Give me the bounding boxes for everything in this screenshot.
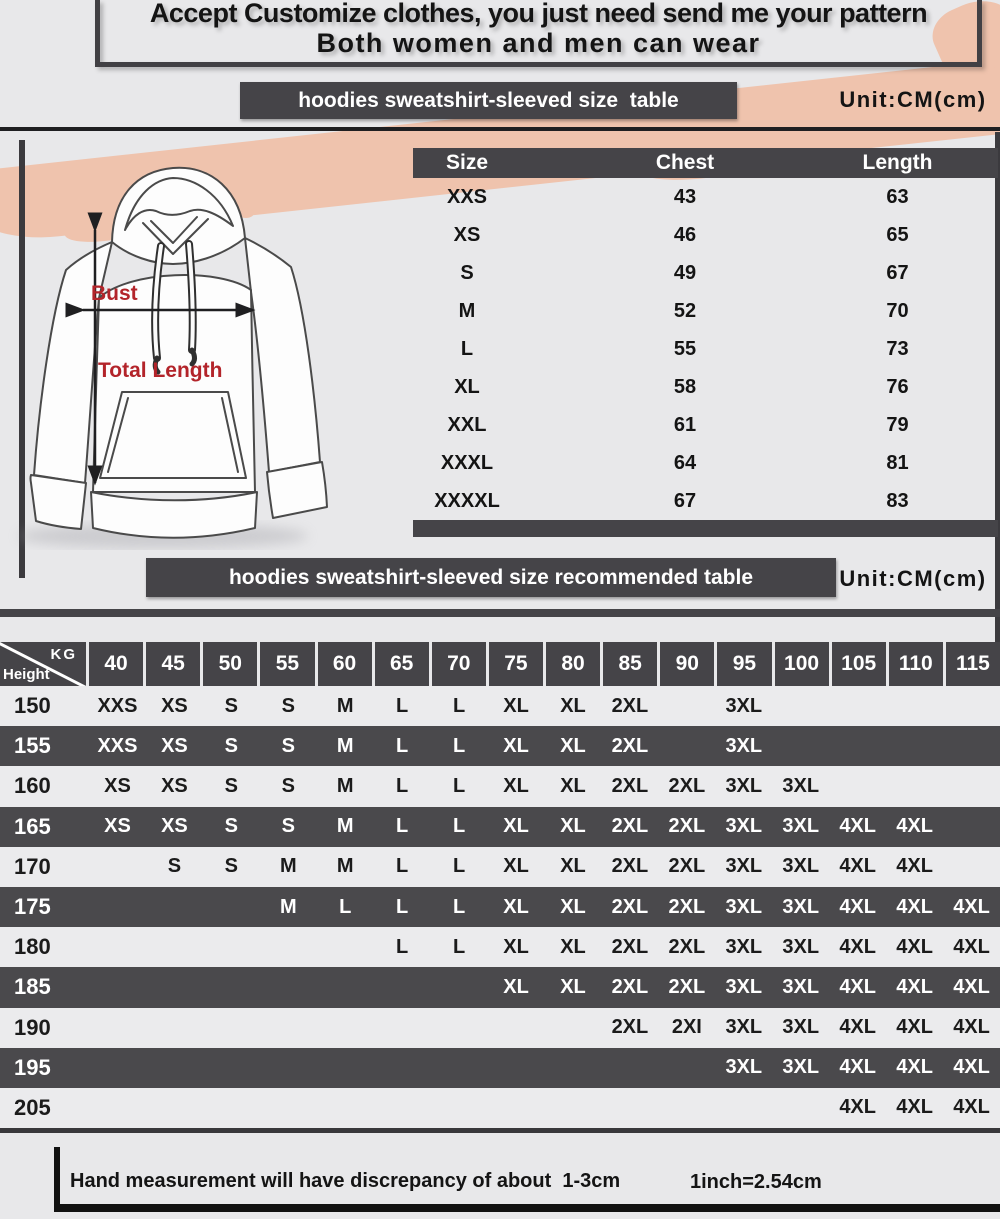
size-table-header-length: Length — [862, 151, 933, 174]
recommended-table-row — [0, 726, 1000, 766]
size-table-row — [413, 406, 998, 444]
size-recommendation-cell: 3XL — [725, 975, 763, 998]
size-table-footer-bar — [413, 520, 998, 537]
size-recommendation-cell: 4XL — [839, 895, 876, 918]
recommended-table-row — [0, 766, 1000, 806]
recommended-table-row — [0, 847, 1000, 887]
weight-header-cell: 90 — [660, 642, 714, 686]
size-recommendation-cell: 3XL — [725, 815, 763, 838]
size-recommendation-cell: XS — [104, 815, 131, 838]
size-recommendation-cell: 3XL — [725, 734, 763, 757]
size-recommendation-cell: M — [279, 855, 297, 878]
size-recommendation-cell: XL — [560, 895, 586, 918]
recommended-table-row — [0, 1008, 1000, 1048]
size-recommendation-cell: 4XL — [839, 1016, 876, 1039]
size-recommendation-cell: 4XL — [839, 1096, 876, 1119]
weight-header-cell: 75 — [489, 642, 543, 686]
note-frame-line — [54, 1147, 60, 1212]
size-recommendation-cell: M — [336, 694, 354, 717]
size-table-cell: 55 — [673, 337, 697, 360]
weight-header-cell: 115 — [946, 642, 1000, 686]
size-table — [413, 148, 998, 537]
size-table-cell: 67 — [673, 489, 697, 512]
recommended-table-row — [0, 927, 1000, 967]
size-recommendation-cell: 4XL — [896, 935, 933, 958]
size-table-cell: XXS — [446, 185, 488, 208]
size-table-body — [413, 178, 998, 520]
size-recommendation-cell: S — [224, 734, 239, 757]
size-recommendation-cell: 3XL — [782, 774, 820, 797]
weight-header-cell: 50 — [203, 642, 257, 686]
size-recommendation-cell: 4XL — [839, 815, 876, 838]
size-recommendation-cell: M — [279, 895, 297, 918]
size-table-cell: 83 — [886, 489, 909, 512]
height-row-label: 195 — [14, 1054, 51, 1080]
size-table-row — [413, 482, 998, 520]
size-recommendation-cell: 3XL — [725, 774, 763, 797]
recommended-table — [0, 642, 1000, 1128]
size-recommendation-cell: 4XL — [839, 855, 876, 878]
banner-box — [95, 0, 982, 67]
size-table-cell: 79 — [886, 413, 909, 436]
size-recommendation-cell: XXS — [97, 694, 138, 717]
size-recommendation-cell: 2XL — [668, 774, 706, 797]
size-table-cell: L — [460, 337, 474, 360]
size-recommendation-cell: M — [336, 774, 354, 797]
size-recommendation-cell: 3XL — [782, 975, 820, 998]
hoodie-diagram — [5, 150, 340, 550]
height-row-label: 175 — [14, 894, 51, 920]
size-recommendation-cell: 2XL — [668, 895, 706, 918]
recommended-table-header — [0, 642, 1000, 686]
size-recommendation-cell: XS — [104, 774, 131, 797]
size-table-cell: XXXXL — [434, 489, 500, 512]
size-recommendation-cell: 4XL — [953, 1016, 990, 1039]
size-recommendation-cell: XL — [560, 734, 586, 757]
size-recommendation-cell: XL — [560, 774, 586, 797]
size-recommendation-cell: M — [336, 734, 354, 757]
size-recommendation-cell: S — [224, 855, 239, 878]
recommended-table-row — [0, 807, 1000, 847]
size-recommendation-cell: S — [224, 694, 239, 717]
size-recommendation-cell: L — [339, 895, 352, 918]
size-recommendation-cell: L — [452, 694, 466, 717]
size-recommendation-cell: 4XL — [953, 1056, 990, 1079]
size-table-cell: 76 — [886, 375, 909, 398]
size-recommendation-cell: L — [396, 774, 409, 797]
measurement-note: Hand measurement will have discrepancy of about 1-3cm — [70, 1170, 621, 1192]
size-recommendation-cell: L — [396, 855, 409, 878]
hoodie-right-cuff — [267, 462, 327, 518]
size-recommendation-cell: 3XL — [782, 855, 820, 878]
size-recommendation-cell: XS — [161, 815, 188, 838]
size-recommendation-cell: XL — [503, 895, 529, 918]
recommended-table-body — [0, 686, 1000, 1128]
size-recommendation-cell: 3XL — [725, 895, 763, 918]
weight-header-cell: 110 — [889, 642, 943, 686]
size-recommendation-cell: 4XL — [896, 1096, 933, 1119]
size-recommendation-cell: L — [452, 734, 466, 757]
unit-label: Unit:CM(cm) — [839, 566, 987, 591]
recommended-table-row — [0, 967, 1000, 1007]
recommended-table-row — [0, 1088, 1000, 1128]
size-recommendation-cell: 2XL — [611, 734, 649, 757]
weight-header-cell: 95 — [717, 642, 771, 686]
size-table-row — [413, 254, 998, 292]
size-recommendation-cell: 4XL — [896, 855, 933, 878]
size-table-cell: 73 — [886, 337, 909, 360]
divider — [0, 609, 1000, 617]
hoodie-left-cuff — [31, 475, 87, 529]
size-table-cell: 63 — [886, 185, 909, 208]
size-table-cell: 67 — [886, 261, 909, 284]
size-recommendation-cell: 2XL — [668, 975, 706, 998]
size-recommendation-cell: M — [336, 855, 354, 878]
size-table-header — [413, 148, 998, 178]
height-label: Height — [3, 666, 50, 683]
banner-line1: Accept Customize clothes, you just need send me your pattern — [149, 0, 928, 28]
weight-header-cell: 55 — [260, 642, 314, 686]
size-recommendation-cell: 3XL — [782, 895, 820, 918]
size-recommendation-cell: XL — [503, 734, 529, 757]
size-table-cell: S — [460, 261, 474, 284]
size-recommendation-cell: 4XL — [896, 975, 933, 998]
size-recommendation-cell: 2XL — [611, 694, 649, 717]
weight-header-cell: 100 — [775, 642, 829, 686]
height-row-label: 155 — [14, 733, 51, 759]
size-table-row — [413, 178, 998, 216]
size-recommendation-cell: 2XL — [611, 815, 649, 838]
size-recommendation-cell: S — [281, 694, 295, 717]
size-recommendation-cell: XL — [503, 815, 529, 838]
weight-header-cell: 45 — [146, 642, 200, 686]
size-recommendation-cell: XL — [560, 975, 586, 998]
size-recommendation-cell: S — [281, 815, 295, 838]
size-table-row — [413, 292, 998, 330]
size-recommendation-cell: XL — [560, 935, 586, 958]
inch-conversion-note: 1inch=2.54cm — [690, 1171, 822, 1193]
size-table-cell: 64 — [673, 451, 697, 474]
height-row-label: 160 — [14, 773, 51, 799]
banner-line2: Both women and men can wear — [316, 28, 761, 58]
divider — [0, 1128, 1000, 1133]
size-recommendation-cell: S — [281, 774, 295, 797]
size-table-cell: 58 — [673, 375, 697, 398]
hoodie-hem — [91, 492, 257, 538]
weight-header-cell: 60 — [318, 642, 372, 686]
divider — [0, 127, 1000, 131]
size-recommendation-cell: S — [281, 734, 295, 757]
size-recommendation-cell: 2XL — [668, 935, 706, 958]
size-recommendation-cell: XS — [161, 734, 188, 757]
size-recommendation-cell: 4XL — [953, 1096, 990, 1119]
size-recommendation-cell: 2XL — [611, 975, 649, 998]
size-recommendation-cell: 3XL — [782, 935, 820, 958]
size-table-cell: 70 — [886, 299, 909, 322]
weight-header-cell: 65 — [375, 642, 429, 686]
weight-header-cell: 105 — [832, 642, 886, 686]
size-recommendation-cell: 3XL — [725, 855, 763, 878]
kg-height-corner-cell — [0, 642, 86, 686]
height-row-label: 170 — [14, 853, 51, 879]
recommended-table-title: hoodies sweatshirt-sleeved size recommended table — [146, 558, 836, 597]
height-row-label: 205 — [14, 1094, 51, 1120]
size-table-title: hoodies sweatshirt-sleeved size table — [240, 82, 737, 119]
size-recommendation-cell: L — [452, 855, 466, 878]
size-recommendation-cell: 4XL — [839, 975, 876, 998]
size-recommendation-cell: 3XL — [782, 1016, 820, 1039]
size-table-cell: 81 — [886, 451, 909, 474]
recommended-table-row — [0, 686, 1000, 726]
size-recommendation-cell: XL — [503, 855, 529, 878]
size-table-cell: M — [458, 299, 476, 322]
height-row-label: 180 — [14, 934, 51, 960]
size-recommendation-cell: L — [452, 895, 466, 918]
recommended-table-row — [0, 1048, 1000, 1088]
weight-header-cell: 70 — [432, 642, 486, 686]
size-table-row — [413, 444, 998, 482]
size-table-row — [413, 216, 998, 254]
size-recommendation-cell: 4XL — [839, 1056, 876, 1079]
size-table-row — [413, 330, 998, 368]
height-row-label: 190 — [14, 1014, 51, 1040]
size-recommendation-cell: L — [396, 935, 409, 958]
size-recommendation-cell: 4XL — [839, 935, 876, 958]
size-table-row — [413, 368, 998, 406]
height-row-label: 150 — [14, 693, 51, 719]
size-recommendation-cell: XL — [560, 855, 586, 878]
size-table-header-size: Size — [445, 151, 489, 174]
size-recommendation-cell: 3XL — [725, 1056, 763, 1079]
size-recommendation-cell: M — [336, 815, 354, 838]
size-recommendation-cell: XL — [560, 815, 586, 838]
size-recommendation-cell: XS — [161, 774, 188, 797]
size-recommendation-cell: 4XL — [896, 1056, 933, 1079]
note-frame-line — [54, 1204, 1000, 1212]
size-recommendation-cell: L — [396, 694, 409, 717]
hoodie-right-sleeve — [245, 238, 320, 472]
size-recommendation-cell: 4XL — [953, 935, 990, 958]
size-recommendation-cell: L — [396, 734, 409, 757]
size-recommendation-cell: XL — [503, 774, 529, 797]
size-recommendation-cell: XL — [560, 694, 586, 717]
size-recommendation-cell: 3XL — [782, 1056, 820, 1079]
size-recommendation-cell: L — [452, 774, 466, 797]
size-recommendation-cell: 4XL — [896, 1016, 933, 1039]
size-recommendation-cell: L — [452, 815, 466, 838]
size-recommendation-cell: 2XL — [611, 855, 649, 878]
size-recommendation-cell: S — [224, 774, 239, 797]
size-table-cell: XXXL — [440, 451, 494, 474]
size-recommendation-cell: 2XL — [611, 774, 649, 797]
size-table-cell: XXL — [447, 413, 487, 436]
size-table-cell: 43 — [673, 185, 697, 208]
size-recommendation-cell: S — [167, 855, 182, 878]
total-length-label: Total Length — [98, 359, 223, 382]
size-recommendation-cell: XL — [503, 975, 529, 998]
bust-label: Bust — [91, 282, 138, 305]
size-recommendation-cell: 4XL — [896, 895, 933, 918]
size-recommendation-cell: XL — [503, 694, 529, 717]
size-table-cell: 52 — [673, 299, 697, 322]
weight-header-cell: 85 — [603, 642, 657, 686]
size-recommendation-cell: XS — [161, 694, 188, 717]
size-table-header-chest: Chest — [655, 151, 715, 174]
size-recommendation-cell: 2XL — [611, 895, 649, 918]
size-recommendation-cell: L — [396, 895, 409, 918]
size-recommendation-cell: XL — [503, 935, 529, 958]
size-recommendation-cell: 3XL — [725, 935, 763, 958]
size-recommendation-cell: 2XL — [668, 815, 706, 838]
weight-header-cell: 80 — [546, 642, 600, 686]
size-recommendation-cell: 3XL — [725, 1016, 763, 1039]
recommended-table-row — [0, 887, 1000, 927]
weight-header-cell: 40 — [89, 642, 143, 686]
size-recommendation-cell: 4XL — [953, 975, 990, 998]
size-recommendation-cell: 3XL — [782, 815, 820, 838]
size-table-cell: 46 — [673, 223, 697, 246]
size-recommendation-cell: S — [224, 815, 239, 838]
size-recommendation-cell: 3XL — [725, 694, 763, 717]
unit-label: Unit:CM(cm) — [839, 87, 987, 112]
kg-label: KG — [50, 646, 77, 663]
size-recommendation-cell: L — [452, 935, 466, 958]
size-recommendation-cell: 2XL — [668, 855, 706, 878]
size-table-cell: XL — [454, 375, 480, 398]
size-recommendation-cell: L — [396, 815, 409, 838]
size-table-cell: 61 — [673, 413, 697, 436]
size-table-cell: 65 — [886, 223, 909, 246]
size-recommendation-cell: 2XL — [611, 935, 649, 958]
size-recommendation-cell: XXS — [97, 734, 138, 757]
height-row-label: 165 — [14, 813, 51, 839]
height-row-label: 185 — [14, 974, 51, 1000]
size-table-cell: XS — [453, 223, 481, 246]
size-recommendation-cell: 2XI — [671, 1016, 702, 1039]
size-recommendation-cell: 2XL — [611, 1016, 649, 1039]
size-recommendation-cell: 4XL — [953, 895, 990, 918]
size-recommendation-cell: 4XL — [896, 815, 933, 838]
size-table-cell: 49 — [673, 261, 697, 284]
